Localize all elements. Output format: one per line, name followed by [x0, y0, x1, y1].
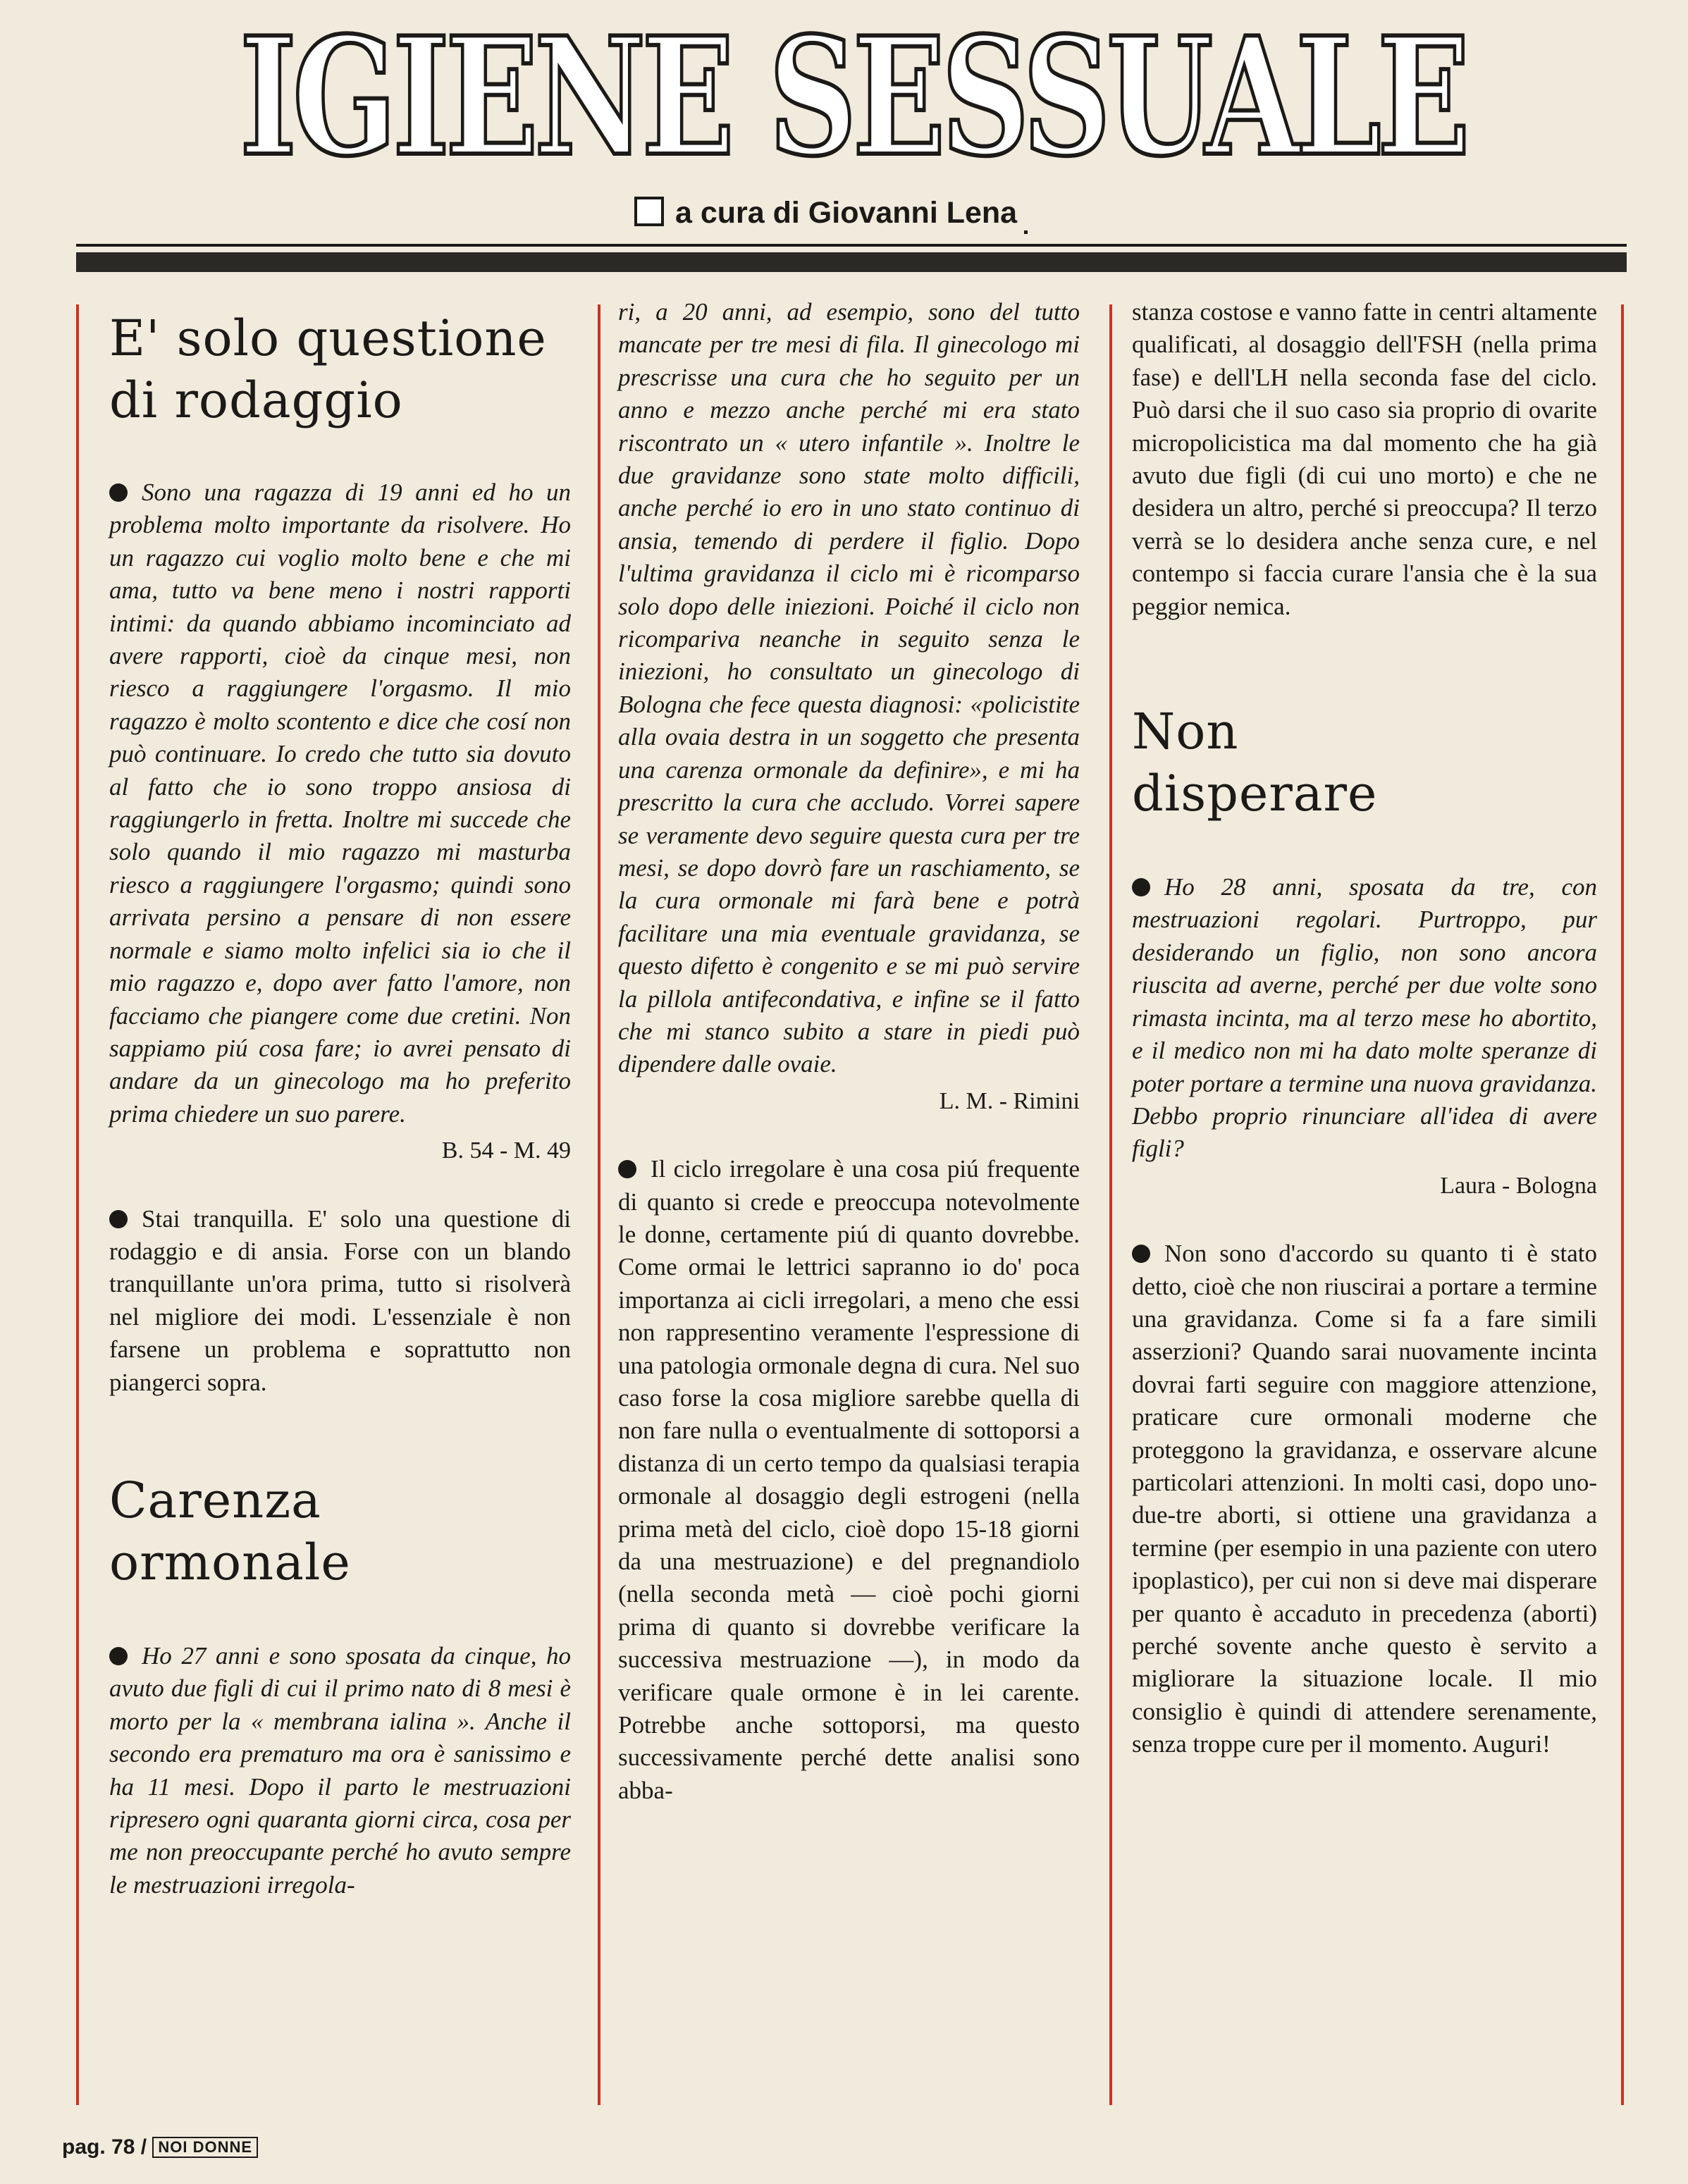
- column-rule-right: [1621, 304, 1624, 2105]
- article-2-answer-part1: Il ciclo irregolare è una cosa piú frequente di quanto si crede e preoccupa notevolmente le donne, certamente piú di quanto dovrebbe. Come ormai le lettrici sapranno io do' poca importanza ai cicli irregolari, a meno che essi non rappresentino veramente l'espressione di una patologia ormonale degna di cura. Nel suo caso forse la cosa migliore sarebbe quella di non fare nulla o eventualmente di sottoporsi a distanza di un certo tempo da qualsiasi terapia ormonale al dosaggio degli estrogeni (nella prima metà del ciclo, cioè dopo 15-18 giorni da una mestruazione) e del pregnandiolo (nella seconda metà — cioè pochi giorni prima di quanto si dovrebbe verificare la successiva mestruazione —), in modo da verificare quale ormone è in lei carente. Potrebbe anche sottoporsi, ma questo successivamente perché dette analisi sono abba-: [618, 1155, 1080, 1804]
- header-rule-thin: [76, 244, 1627, 247]
- article-1-heading: [109, 307, 571, 431]
- header-rule-thick: [76, 252, 1627, 272]
- bullet-icon: [109, 1210, 128, 1228]
- article-1-letter: Sono una ragazza di 19 anni ed ho un problema molto importante da risolvere. Ho un ragazzo cui voglio molto bene e che mi ama, tutto va bene meno i nostri rapporti intimi: da quando abbiamo incominciato ad avere rapporti, cioè da cinque mesi, non riesco a raggiungere l'orgasmo. Il mio ragazzo è molto scontento e dice che cosí non può continuare. Io credo che tutto sia dovuto al fatto che io sono troppo ansiosa di raggiungerlo in fretta. Inoltre mi succede che solo quando il mio ragazzo mi masturba riesco a raggiungere l'orgasmo; quindi sono arrivata persino a pensare di non essere normale e siamo molto infelici sia io che il mio ragazzo e, dopo aver fatto l'amore, non facciamo che piangere come due cretini. Non sappiamo piú cosa fare; io avrei pensato di andare da un ginecologo ma ho preferito prima chiedere un suo parere.: [109, 479, 571, 1128]
- article-2-heading-line2: ormonale: [109, 1533, 351, 1591]
- column-rule-2: [1109, 304, 1112, 2105]
- column-3: [1132, 296, 1597, 2100]
- masthead-title-svg: [233, 20, 1473, 175]
- article-2-answer-part2: stanza costose e vanno fatte in centri altamente qualificati, al dosaggio dell'FSH (nella prima fase) e dell'LH nella seconda fase del ciclo. Può darsi che il suo caso sia proprio di ovarite micropolicistica ma dal momento che ha già avuto due figli (di cui uno morto) e che ne desidera un altro, perché si preoccupa? Il terzo verrà se lo desidera anche senza cure, e nel contempo si faccia curare l'ansia che è la sua peggior nemica.: [1132, 298, 1597, 620]
- article-2-heading-line1: Carenza: [109, 1471, 321, 1529]
- bullet-icon: [1132, 1245, 1150, 1263]
- page-number: pag. 78: [62, 2135, 135, 2159]
- masthead-title: IGIENE SESSUALE: [240, 20, 1466, 175]
- bullet-icon: [109, 1647, 128, 1665]
- article-2-letter-part1: Ho 27 anni e sono sposata da cinque, ho avuto due figli di cui il primo nato di 8 mesi è morto per la « membrana ialina ». Anche il secondo era prematuro ma ora è sanissimo e ha 11 mesi. Dopo il parto le mestruazioni ripresero ogni quaranta giorni circa, cosa per me non preoccupante perché ho avuto sempre le mestruazioni irregola-: [109, 1641, 571, 1899]
- footer-separator: /: [140, 2135, 147, 2159]
- bullet-icon: [618, 1160, 636, 1178]
- byline-text: a cura di Giovanni Lena: [675, 196, 1018, 230]
- article-3-heading-line2: disperare: [1132, 765, 1378, 823]
- article-1-answer: Stai tranquilla. E' solo una questione di rodaggio e di ansia. Forse con un blando tranquillante un'ora prima, tutto si risolverà nel migliore dei modi. L'essenziale è non farsene un problema e soprattutto non piangerci sopra.: [109, 1204, 571, 1396]
- masthead: [233, 20, 1473, 175]
- article-2-letter-part2: ri, a 20 anni, ad esempio, sono del tutto mancate per tre mesi di fila. Il ginecologo mi prescrisse una cura che ho seguito per un anno e mezzo anche perché mi era stato riscontrato un « utero infantile ». Inoltre le due gravidanze sono state molto difficili, anche perché io ero in uno stato continuo di ansia, temendo di perdere il figlio. Dopo l'ultima gravidanza il ciclo mi è ricomparso solo dopo delle iniezioni. Poiché il ciclo non ricompariva neanche in seguito senza le iniezioni, ho consultato un ginecologo di Bologna che fece questa diagnosi: «policistite alla ovaia destra in un soggetto che presenta una carenza ormonale da definire», e mi ha prescritto la cura che accludo. Vorrei sapere se veramente devo seguire questa cura per tre mesi, se dopo dovrò fare un raschiamento, se la cura ormonale mi farà bene e potrà facilitare una mia eventuale gravidanza, se questo difetto è congenito e se mi può servire la pillola antifecondativa, e infine se il fatto che mi stanco subito a stare in piedi può dipendere dalle ovaie.: [618, 298, 1080, 1078]
- article-3-heading: [1132, 701, 1597, 825]
- column-rule-1: [598, 304, 600, 2105]
- period-mark: [1024, 230, 1028, 234]
- article-3-letter: Ho 28 anni, sposata da tre, con mestruazioni regolari. Purtroppo, pur desiderando un figlio, non sono ancora riuscita ad averne, perché per due volte sono rimasta incinta, ma al terzo mese ho abortito, e il medico non mi ha dato molte speranze di poter portare a termine una nuova gravidanza. Debbo proprio rinunciare all'idea di avere figli?: [1132, 873, 1597, 1163]
- article-3-signature: Laura - Bologna: [1440, 1172, 1597, 1199]
- article-1-heading-line2: di rodaggio: [109, 371, 403, 429]
- bullet-icon: [109, 483, 128, 502]
- article-3-heading-line1: Non: [1132, 703, 1239, 761]
- byline: [634, 196, 1128, 238]
- article-2-heading: [109, 1469, 571, 1593]
- column-rule-left: [76, 304, 79, 2105]
- article-2-signature: L. M. - Rimini: [939, 1087, 1080, 1114]
- column-2: [618, 296, 1080, 2100]
- checkbox-square-icon: [634, 197, 664, 226]
- page-footer: [62, 2135, 258, 2171]
- article-1-heading-line1: E' solo questione: [109, 309, 547, 367]
- column-1: [109, 296, 571, 2100]
- article-3-answer: Non sono d'accordo su quanto ti è stato detto, cioè che non riuscirai a portare a termine una gravidanza. Come si fa a fare simili asserzioni? Quando sarai nuovamente incinta dovrai farti seguire con maggiore attenzione, praticare cure ormonali moderne che proteggono la gravidanza, e osservare alcune particolari attenzioni. In molti casi, dopo uno-due-tre aborti, si ottiene una gravidanza a termine (per esempio in una paziente con utero ipoplastico), per cui non si deve mai disperare per quanto è accaduto in precedenza (aborti) perché sovente anche questo è servito a migliorare la situazione locale. Il mio consiglio è quindi di attendere serenamente, senza troppe cure per il momento. Auguri!: [1132, 1240, 1597, 1758]
- bullet-icon: [1132, 878, 1150, 896]
- magazine-logo: NOI DONNE: [152, 2137, 258, 2158]
- article-1-signature: B. 54 - M. 49: [441, 1137, 571, 1164]
